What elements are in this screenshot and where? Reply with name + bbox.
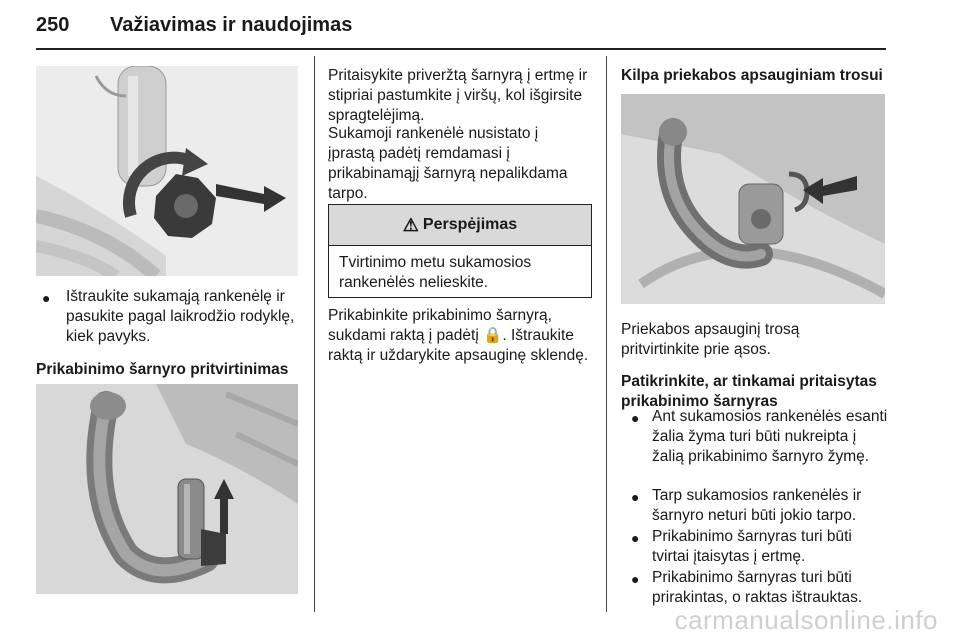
- figure-rotary-knob: [36, 66, 298, 276]
- page-title: Važiavimas ir naudojimas: [110, 14, 353, 36]
- paragraph-knob-position: Sukamoji rankenėlė nusistato į įprastą padėtį remdamasi į prikabinamąjį šarnyrą nepalikdama tarpo.: [328, 125, 568, 202]
- paragraph-lock-key: Prikabinkite prikabinimo šarnyrą, sukdami raktą į padėtį 🔒. Ištraukite raktą ir uždarykite apsauginę sklendę.: [328, 307, 589, 364]
- header-rule: [36, 48, 886, 50]
- check-bullet-1: Ant sukamosios rankenėlės esanti žalia žyma turi būti nukreipta į žalią prikabinimo šarnyro žymę.: [652, 408, 888, 465]
- column-divider-2: [606, 56, 607, 612]
- check-bullet-3: Prikabinimo šarnyras turi būti tvirtai įtaisytas į ertmę.: [652, 528, 852, 565]
- bullet-dot: ●: [631, 571, 640, 587]
- bullet-dot: ●: [42, 290, 51, 306]
- warning-header: [329, 205, 591, 246]
- section-subheading: Prikabinimo šarnyro pritvirtinimas: [36, 361, 289, 378]
- warning-title: Perspėjimas: [422, 216, 518, 233]
- check-bullet-4: Prikabinimo šarnyras turi būti prirakintas, o raktas ištrauktas.: [652, 569, 863, 606]
- column-divider-1: [314, 56, 315, 612]
- watermark: carmanualsonline.info: [674, 605, 938, 635]
- instruction-bullet: Ištraukite sukamąją rankenėlę ir pasukite pagal laikrodžio rodyklę, kiek pavyks.: [66, 288, 295, 345]
- warning-box: [328, 204, 592, 298]
- paragraph-attach-cable: Priekabos apsauginį trosą pritvirtinkite prie ąsos.: [621, 321, 800, 358]
- bullet-dot: ●: [631, 410, 640, 426]
- section-subheading-check: Patikrinkite, ar tinkamai pritaisytas prikabinimo šarnyras: [621, 373, 877, 410]
- section-heading-safety-cable: Kilpa priekabos apsauginiam trosui: [621, 67, 883, 84]
- figure-hitch-mounting: [36, 384, 298, 594]
- page-number: 250: [36, 14, 70, 36]
- figure-safety-cable-eye: [621, 94, 885, 304]
- check-bullet-2: Tarp sukamosios rankenėlės ir šarnyro neturi būti jokio tarpo.: [652, 487, 862, 524]
- warning-body: Tvirtinimo metu sukamosios rankenėlės nelieskite.: [339, 254, 532, 291]
- bullet-dot: ●: [631, 530, 640, 546]
- warning-triangle-icon: ⚠: [402, 214, 419, 235]
- paragraph-insert-hitch: Pritaisykite priveržtą šarnyrą į ertmę ir stipriai pastumkite į viršų, kol išgirsite spragtelėjimą.: [328, 67, 588, 124]
- bullet-dot: ●: [631, 489, 640, 505]
